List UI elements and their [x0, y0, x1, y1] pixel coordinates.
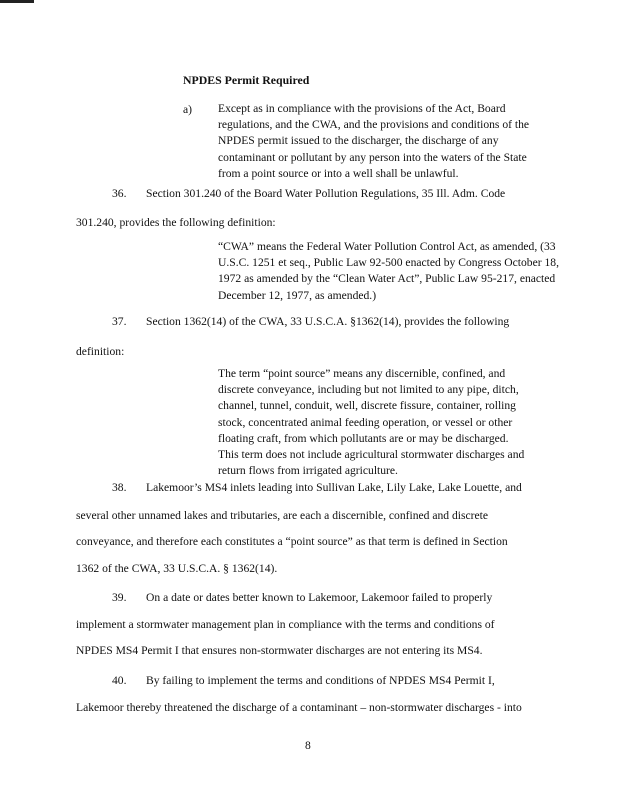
subsection-line: contaminant or pollutant by any person into the waters of the State	[218, 150, 527, 164]
quote-line: channel, tunnel, conduit, well, discrete fissure, container, rolling	[218, 399, 516, 413]
subsection-text	[218, 101, 529, 182]
quote-line: discrete conveyance, including but not limited to any pipe, ditch,	[218, 383, 519, 397]
paragraph-40-line: By failing to implement the terms and conditions of NPDES MS4 Permit I,	[146, 674, 495, 687]
paragraph-39-line: On a date or dates better known to Lakemoor, Lakemoor failed to properly	[146, 591, 493, 604]
paragraph-37-line: Section 1362(14) of the CWA, 33 U.S.C.A. §1362(14), provides the following	[146, 315, 510, 328]
subsection-line: from a point source or into a well shall be unlawful.	[218, 166, 459, 180]
quote-line: U.S.C. 1251 et seq., Public Law 92-500 enacted by Congress October 18,	[218, 256, 559, 270]
quote-line: December 12, 1977, as amended.)	[218, 288, 377, 302]
paragraph-39-line: implement a stormwater management plan in compliance with the terms and conditions of	[76, 618, 495, 631]
paragraph-38-line: Lakemoor’s MS4 inlets leading into Sullivan Lake, Lily Lake, Lake Louette, and	[146, 481, 522, 494]
paragraph-36-line: Section 301.240 of the Board Water Pollution Regulations, 35 Ill. Adm. Code	[146, 187, 506, 200]
paragraph-number-40: 40.	[112, 674, 127, 687]
paragraph-number-37: 37.	[112, 315, 127, 328]
paragraph-40-line: Lakemoor thereby threatened the discharge of a contaminant – non-stormwater discharges - into	[76, 701, 522, 714]
paragraph-38-line: several other unnamed lakes and tributaries, are each a discernible, confined and discrete	[76, 509, 489, 522]
subsection-line: NPDES permit issued to the discharger, the discharge of any	[218, 134, 499, 148]
quote-line: 1972 as amended by the “Clean Water Act”, Public Law 95-217, enacted	[218, 272, 556, 286]
paragraph-number-38: 38.	[112, 481, 127, 494]
quote-point-source-definition	[218, 366, 524, 479]
paragraph-39-line: NPDES MS4 Permit I that ensures non-stormwater discharges are not entering its MS4.	[76, 644, 483, 657]
subsection-marker: a)	[183, 103, 193, 116]
paragraph-38-line: 1362 of the CWA, 33 U.S.C.A. § 1362(14).	[76, 562, 278, 575]
subsection-line: regulations, and the CWA, and the provisions and conditions of the	[218, 118, 530, 132]
subsection-line: Except as in compliance with the provisions of the Act, Board	[218, 102, 506, 115]
scan-edge-mark	[0, 0, 34, 3]
quote-line: “CWA” means the Federal Water Pollution Control Act, as amended, (33	[218, 240, 556, 253]
quote-cwa-definition	[218, 239, 559, 304]
paragraph-number-39: 39.	[112, 591, 127, 604]
quote-line: This term does not include agricultural stormwater discharges and	[218, 448, 525, 462]
quote-line: floating craft, from which pollutants are or may be discharged.	[218, 431, 509, 445]
paragraph-37-line: definition:	[76, 345, 125, 358]
quote-line: The term “point source” means any discernible, confined, and	[218, 367, 506, 380]
quote-line: stock, concentrated animal feeding operation, or vessel or other	[218, 415, 513, 429]
section-heading: NPDES Permit Required	[183, 73, 310, 87]
page-number: 8	[305, 739, 311, 752]
quote-line: return flows from irrigated agriculture.	[218, 464, 398, 478]
paragraph-36-line: 301.240, provides the following definition:	[76, 216, 276, 229]
paragraph-number-36: 36.	[112, 187, 127, 200]
paragraph-38-line: conveyance, and therefore each constitutes a “point source” as that term is defined in Section	[76, 535, 508, 548]
